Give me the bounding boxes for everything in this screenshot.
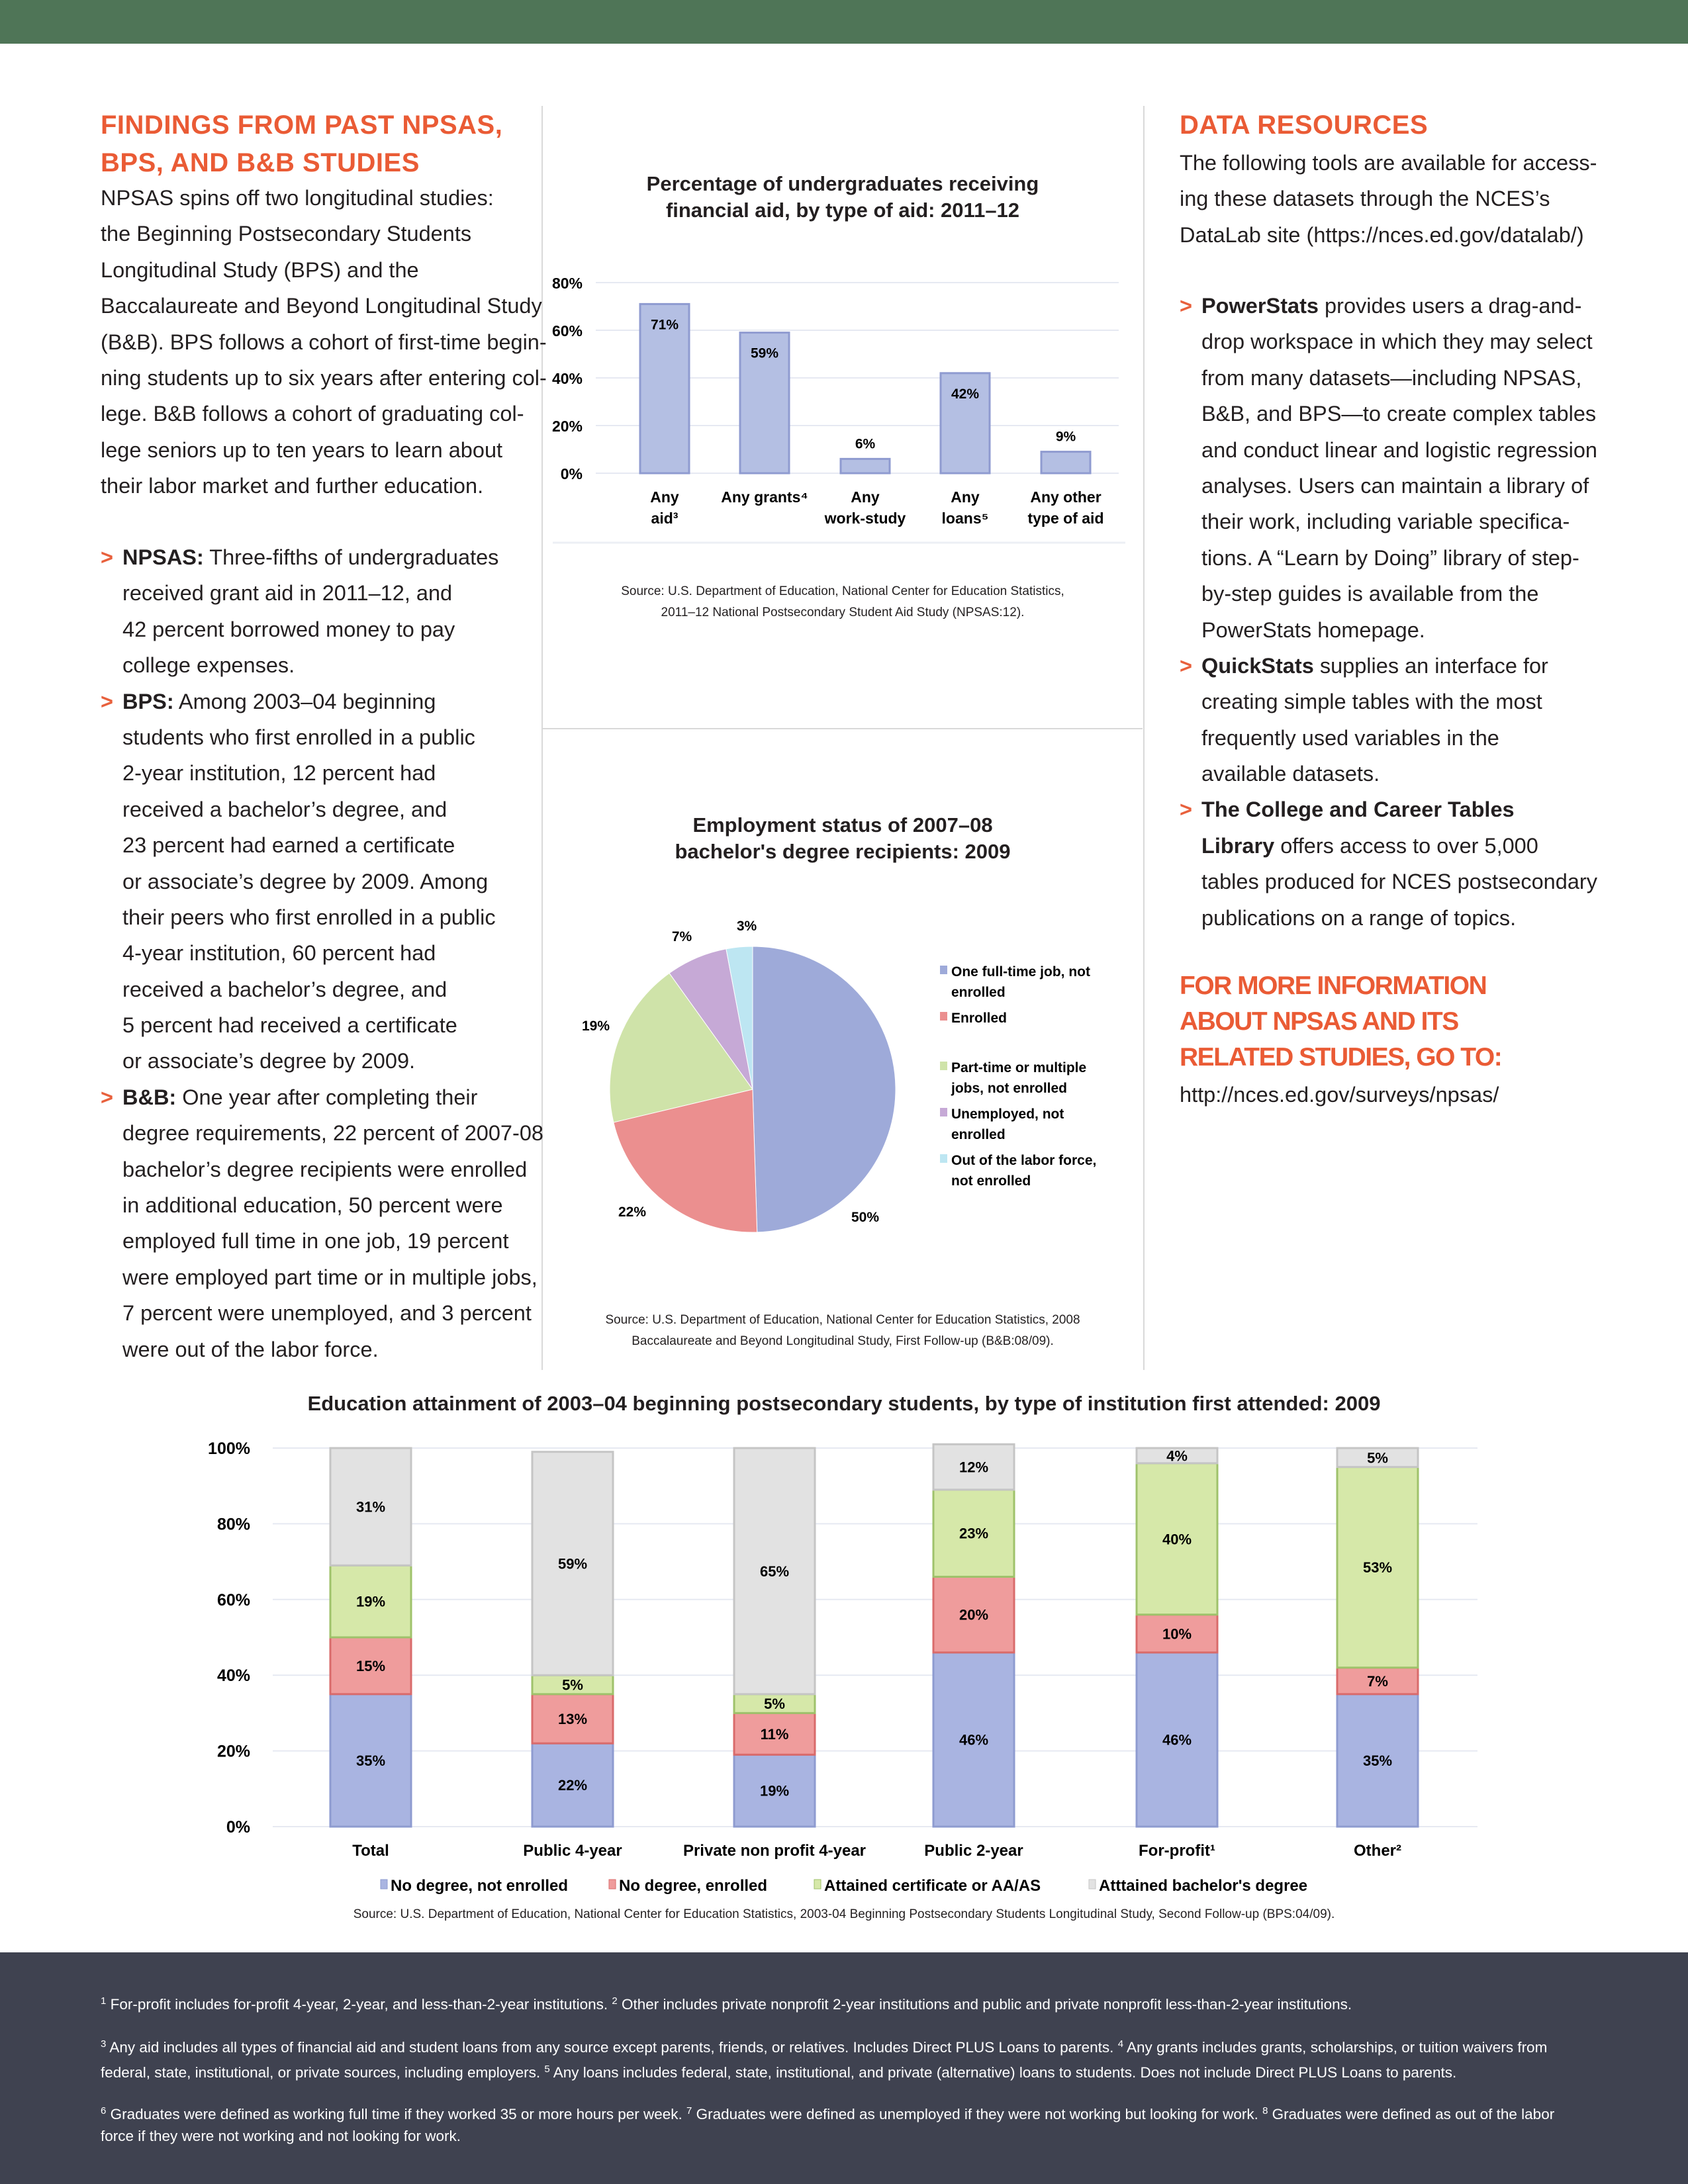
more-info-link[interactable]: http://nces.ed.gov/surveys/npsas/ [1180, 1083, 1499, 1107]
footnote-marker: 2 [612, 1995, 618, 2007]
bullet-line: received a bachelor’s degree, and [122, 797, 447, 821]
segment-value-label: 19% [759, 1782, 790, 1799]
heading-line: BPS, AND B&B STUDIES [101, 148, 420, 177]
heading-line: RELATED STUDIES, GO TO: [1180, 1043, 1502, 1071]
bullet-line: from many datasets—including NPSAS, [1201, 365, 1582, 390]
legend-label: No degree, enrolled [619, 1877, 768, 1895]
bullet-line: bachelor’s degree recipients were enrolled [122, 1157, 528, 1181]
bullet-label: Library [1201, 833, 1275, 858]
bullet-arrow-icon: > [1180, 797, 1192, 822]
bullet-line: 7 percent were unemployed, and 3 percent [122, 1301, 532, 1326]
text-line: the Beginning Postsecondary Students [101, 222, 472, 246]
text-line: lege seniors up to ten years to learn about [101, 437, 503, 462]
footnote-marker: 5 [544, 2064, 550, 2075]
legend-swatch [381, 1880, 387, 1889]
legend-label: Attained certificate or AA/AS [824, 1877, 1041, 1895]
bullet-line: degree requirements, 22 percent of 2007-08 [122, 1121, 543, 1146]
bullet-line: students who first enrolled in a public [122, 725, 475, 749]
bullet-line: received a bachelor’s degree, and [122, 977, 447, 1001]
pie-slice [753, 946, 896, 1232]
y-tick-label: 100% [208, 1439, 250, 1458]
text-line: ning students up to six years after entering col- [101, 365, 547, 390]
bullet-line: analyses. Users can maintain a library of [1201, 473, 1589, 498]
bullet-line: their peers who first enrolled in a public [122, 905, 496, 929]
legend-label: not enrolled [951, 1173, 1031, 1189]
segment-value-label: 5% [764, 1696, 785, 1713]
legend-label: Atttained bachelor's degree [1099, 1877, 1308, 1895]
text-line: NPSAS spins off two longitudinal studies: [101, 186, 494, 210]
bullet-line: were out of the labor force. [122, 1337, 379, 1361]
footnote-marker: 1 [101, 1995, 107, 2007]
bullet-label: NPSAS: [122, 545, 204, 569]
bar-value-label: 71% [650, 317, 679, 333]
bullet-line: and conduct linear and logistic regression [1201, 437, 1597, 462]
y-tick-label: 40% [551, 370, 583, 387]
bullet-line: > QuickStats supplies an interface for [1180, 648, 1597, 684]
x-tick-label: Other² [1354, 1842, 1401, 1860]
legend-swatch [940, 1062, 947, 1070]
attainment-chart-title: Education attainment of 2003–04 beginning postsecondary students, by type of institution first attended: 2009 [307, 1392, 1381, 1415]
x-tick-label: Private non profit 4-year [682, 1842, 867, 1860]
bullet-line: tables produced for NCES postsecondary [1201, 870, 1597, 894]
legend-label: One full-time job, not [951, 964, 1090, 979]
bar-value-label: 42% [951, 386, 980, 402]
bullet-line: tions. A “Learn by Doing” library of step- [1201, 545, 1579, 570]
bullet-line: or associate’s degree by 2009. [122, 1049, 416, 1073]
legend-swatch [940, 1108, 947, 1116]
segment-value-label: 15% [355, 1657, 386, 1674]
bullet-label: QuickStats [1201, 653, 1314, 678]
segment-value-label: 11% [760, 1725, 789, 1743]
legend-swatch [814, 1880, 821, 1889]
segment-value-label: 7% [1367, 1672, 1388, 1690]
segment-value-label: 35% [355, 1752, 386, 1769]
bullet-line: frequently used variables in the [1201, 725, 1499, 750]
heading-text: DATA RESOURCES [1180, 111, 1429, 140]
segment-value-label: 46% [959, 1731, 989, 1749]
heading-line: FOR MORE INFORMATION [1180, 972, 1487, 1000]
legend-label: Part-time or multiple [951, 1060, 1087, 1075]
bullet-line: PowerStats homepage. [1201, 617, 1425, 642]
bullet-line: B&B, and BPS—to create complex tables [1201, 402, 1597, 426]
bullet-line: 23 percent had earned a certificate [122, 833, 455, 858]
text-line: The following tools are available for access- [1180, 151, 1597, 175]
text-line: DataLab site (https://nces.ed.gov/datalab/) [1180, 222, 1584, 247]
segment-value-label: 12% [959, 1459, 989, 1476]
bullet-line: 4-year institution, 60 percent had [122, 941, 436, 966]
bar [1041, 452, 1090, 473]
bullet-line: 42 percent borrowed money to pay [122, 617, 455, 641]
bullet-label: B&B: [122, 1085, 177, 1109]
slice-value-label: 22% [618, 1205, 647, 1220]
segment-value-label: 53% [1362, 1559, 1393, 1576]
bullet-line: were employed part time or in multiple jobs, [122, 1265, 538, 1289]
y-tick-label: 0% [560, 465, 583, 482]
bullet-line: > B&B: One year after completing their [101, 1079, 543, 1115]
x-tick-label: For-profit¹ [1139, 1842, 1215, 1860]
text-line: Longitudinal Study (BPS) and the [101, 257, 419, 282]
footnote-marker: 7 [686, 2105, 692, 2116]
bar [841, 459, 890, 473]
legend-label: Unemployed, not [951, 1107, 1064, 1122]
footnote-marker: 4 [1117, 2038, 1124, 2050]
legend-label: No degree, not enrolled [391, 1877, 569, 1895]
slice-value-label: 19% [581, 1019, 610, 1034]
y-tick-label: 20% [216, 1742, 250, 1761]
segment-value-label: 22% [557, 1777, 588, 1794]
bullet-arrow-icon: > [101, 689, 113, 713]
legend-label: Enrolled [951, 1011, 1008, 1026]
footnote: $^6$ Graduates were defined as working full time if they worked 35 or more hours per week. $^7$ Graduates were defined as unemployed if they were not working but looking for work. $^8$ Graduates were defined as out of the labor force if they were not working and not looking for work. [101, 2105, 1555, 2144]
segment-value-label: 35% [1362, 1752, 1393, 1769]
footnote-marker: 8 [1262, 2105, 1268, 2116]
bullet-line: in additional education, 50 percent were [122, 1193, 503, 1218]
segment-value-label: 19% [355, 1593, 386, 1610]
bullet-line: employed full time in one job, 19 percent [122, 1229, 509, 1253]
legend-swatch [940, 1154, 947, 1163]
source-line: 2011–12 National Postsecondary Student Aid Study (NPSAS:12). [661, 606, 1025, 619]
bar-value-label: 9% [1055, 429, 1076, 445]
bullet-arrow-icon: > [101, 545, 113, 569]
x-tick-label: aid³ [651, 510, 679, 527]
x-tick-label: Total [352, 1842, 389, 1860]
bullet-line: their work, including variable specifica- [1201, 510, 1570, 534]
footnote: $^1$ For-profit includes for-profit 4-year, 2-year, and less-than-2-year institutions. $^2$ Other includes private nonprofit 2-year institutions and public and private nonprofit less-than-2-year institutions. [101, 1995, 1352, 2013]
footnotes-panel [0, 1952, 1688, 2184]
bar-value-label: 59% [750, 345, 779, 361]
heading-line: ABOUT NPSAS AND ITS [1180, 1007, 1458, 1036]
y-tick-label: 60% [551, 322, 583, 340]
title-line: bachelor's degree recipients: 2009 [675, 840, 1011, 863]
slice-value-label: 50% [851, 1210, 880, 1225]
segment-value-label: 5% [1367, 1449, 1388, 1467]
title-line: Employment status of 2007–08 [692, 813, 993, 837]
legend-swatch [609, 1880, 616, 1889]
title-line: financial aid, by type of aid: 2011–12 [665, 199, 1020, 222]
y-tick-label: 60% [216, 1590, 250, 1610]
x-tick-label: Any [851, 488, 880, 506]
bullet-label: PowerStats [1201, 294, 1319, 318]
slice-value-label: 3% [736, 919, 757, 934]
legend-label: enrolled [951, 1127, 1006, 1142]
legend-label: enrolled [951, 985, 1006, 1000]
segment-value-label: 40% [1162, 1531, 1192, 1548]
text-line: their labor market and further education. [101, 474, 484, 498]
bar-value-label: 6% [855, 436, 876, 452]
bullet-line: publications on a range of topics. [1201, 905, 1517, 930]
slice-value-label: 7% [671, 929, 692, 944]
bullet-line: > PowerStats provides users a drag-and- [1180, 288, 1597, 324]
bullet-label: BPS: [122, 689, 174, 713]
bullet-line: drop workspace in which they may select [1201, 330, 1593, 354]
bullet-line: or associate’s degree by 2009. Among [122, 869, 489, 893]
y-tick-label: 80% [551, 275, 583, 292]
attainment-chart-source: Source: U.S. Department of Education, National Center for Education Statistics, 2003-04 Beginning Postsecondary Students Longitudinal Study, Second Follow-up (BPS:04/09). [353, 1907, 1335, 1921]
text-line: Baccalaureate and Beyond Longitudinal Study [101, 294, 542, 318]
x-tick-label: loans⁵ [941, 510, 989, 527]
y-tick-label: 0% [226, 1818, 250, 1837]
bullet-line: Library offers access to over 5,000 [1201, 833, 1538, 858]
bullet-line: 5 percent had received a certificate [122, 1013, 457, 1038]
footnote: $^3$ Any aid includes all types of financial aid and student loans from any source except parents, friends, or relatives. Includes Direct PLUS Loans to parents. $^4$ Any grants includes grants, scholarships, or tuition waivers from federal, state, institutional, or private sources, including employers. $^5$ Any loans includes federal, state, institutional, and private (alternative) loans to students. Does not include Direct PLUS Loans to parents. [101, 2038, 1548, 2081]
bullet-label: The College and Career Tables [1201, 797, 1515, 822]
footnote-marker: 6 [101, 2105, 107, 2116]
x-tick-label: Any other [1030, 488, 1102, 506]
source-line: Source: U.S. Department of Education, National Center for Education Statistics, 2008 [605, 1313, 1080, 1327]
heading-line: FINDINGS FROM PAST NPSAS, [101, 111, 503, 140]
bullet-line: by-step guides is available from the [1201, 582, 1539, 606]
segment-value-label: 20% [959, 1606, 989, 1623]
text-line: (B&B). BPS follows a cohort of first-time begin- [101, 330, 547, 354]
segment-value-label: 31% [355, 1498, 386, 1516]
segment-value-label: 65% [759, 1563, 790, 1580]
legend-swatch [940, 966, 947, 974]
x-tick-label: type of aid [1027, 510, 1104, 527]
segment-value-label: 4% [1166, 1447, 1188, 1465]
legend-label: jobs, not enrolled [951, 1081, 1068, 1096]
bullet-line: college expenses. [122, 653, 295, 678]
bullet-line: > NPSAS: Three-fifths of undergraduates [101, 539, 543, 575]
bullet-line: available datasets. [1201, 762, 1380, 786]
source-line: Baccalaureate and Beyond Longitudinal Study, First Follow-up (B&B:08/09). [632, 1334, 1054, 1348]
bullet-line: 2-year institution, 12 percent had [122, 761, 436, 786]
text-line: lege. B&B follows a cohort of graduating col- [101, 402, 524, 426]
segment-value-label: 59% [557, 1555, 588, 1572]
legend-swatch [1089, 1880, 1096, 1889]
y-tick-label: 80% [216, 1515, 250, 1534]
segment-value-label: 13% [557, 1710, 588, 1727]
y-tick-label: 40% [216, 1666, 250, 1686]
source-line: Source: U.S. Department of Education, National Center for Education Statistics, [621, 584, 1064, 598]
segment-value-label: 5% [562, 1676, 583, 1694]
legend-label: Out of the labor force, [951, 1153, 1097, 1168]
x-tick-label: Public 4-year [523, 1842, 622, 1860]
x-tick-label: Any [650, 488, 679, 506]
segment-value-label: 10% [1162, 1625, 1192, 1643]
bullet-arrow-icon: > [101, 1085, 113, 1109]
bullet-arrow-icon: > [1180, 294, 1192, 318]
bullet-line: > BPS: Among 2003–04 beginning [101, 684, 543, 719]
y-tick-label: 20% [551, 418, 583, 435]
legend-swatch [940, 1012, 947, 1021]
x-tick-label: Any [951, 488, 980, 506]
x-tick-label: Public 2-year [924, 1842, 1023, 1860]
bullet-arrow-icon: > [1180, 653, 1192, 678]
x-tick-label: Any grants⁴ [721, 488, 808, 506]
footnote-marker: 3 [101, 2038, 107, 2050]
x-tick-label: work-study [824, 510, 906, 527]
title-line: Percentage of undergraduates receiving [646, 172, 1039, 195]
bullet-line: creating simple tables with the most [1201, 690, 1542, 714]
segment-value-label: 23% [959, 1525, 989, 1542]
text-line: ing these datasets through the NCES’s [1180, 187, 1550, 211]
segment-value-label: 46% [1162, 1731, 1192, 1749]
bullet-line: received grant aid in 2011–12, and [122, 581, 453, 606]
